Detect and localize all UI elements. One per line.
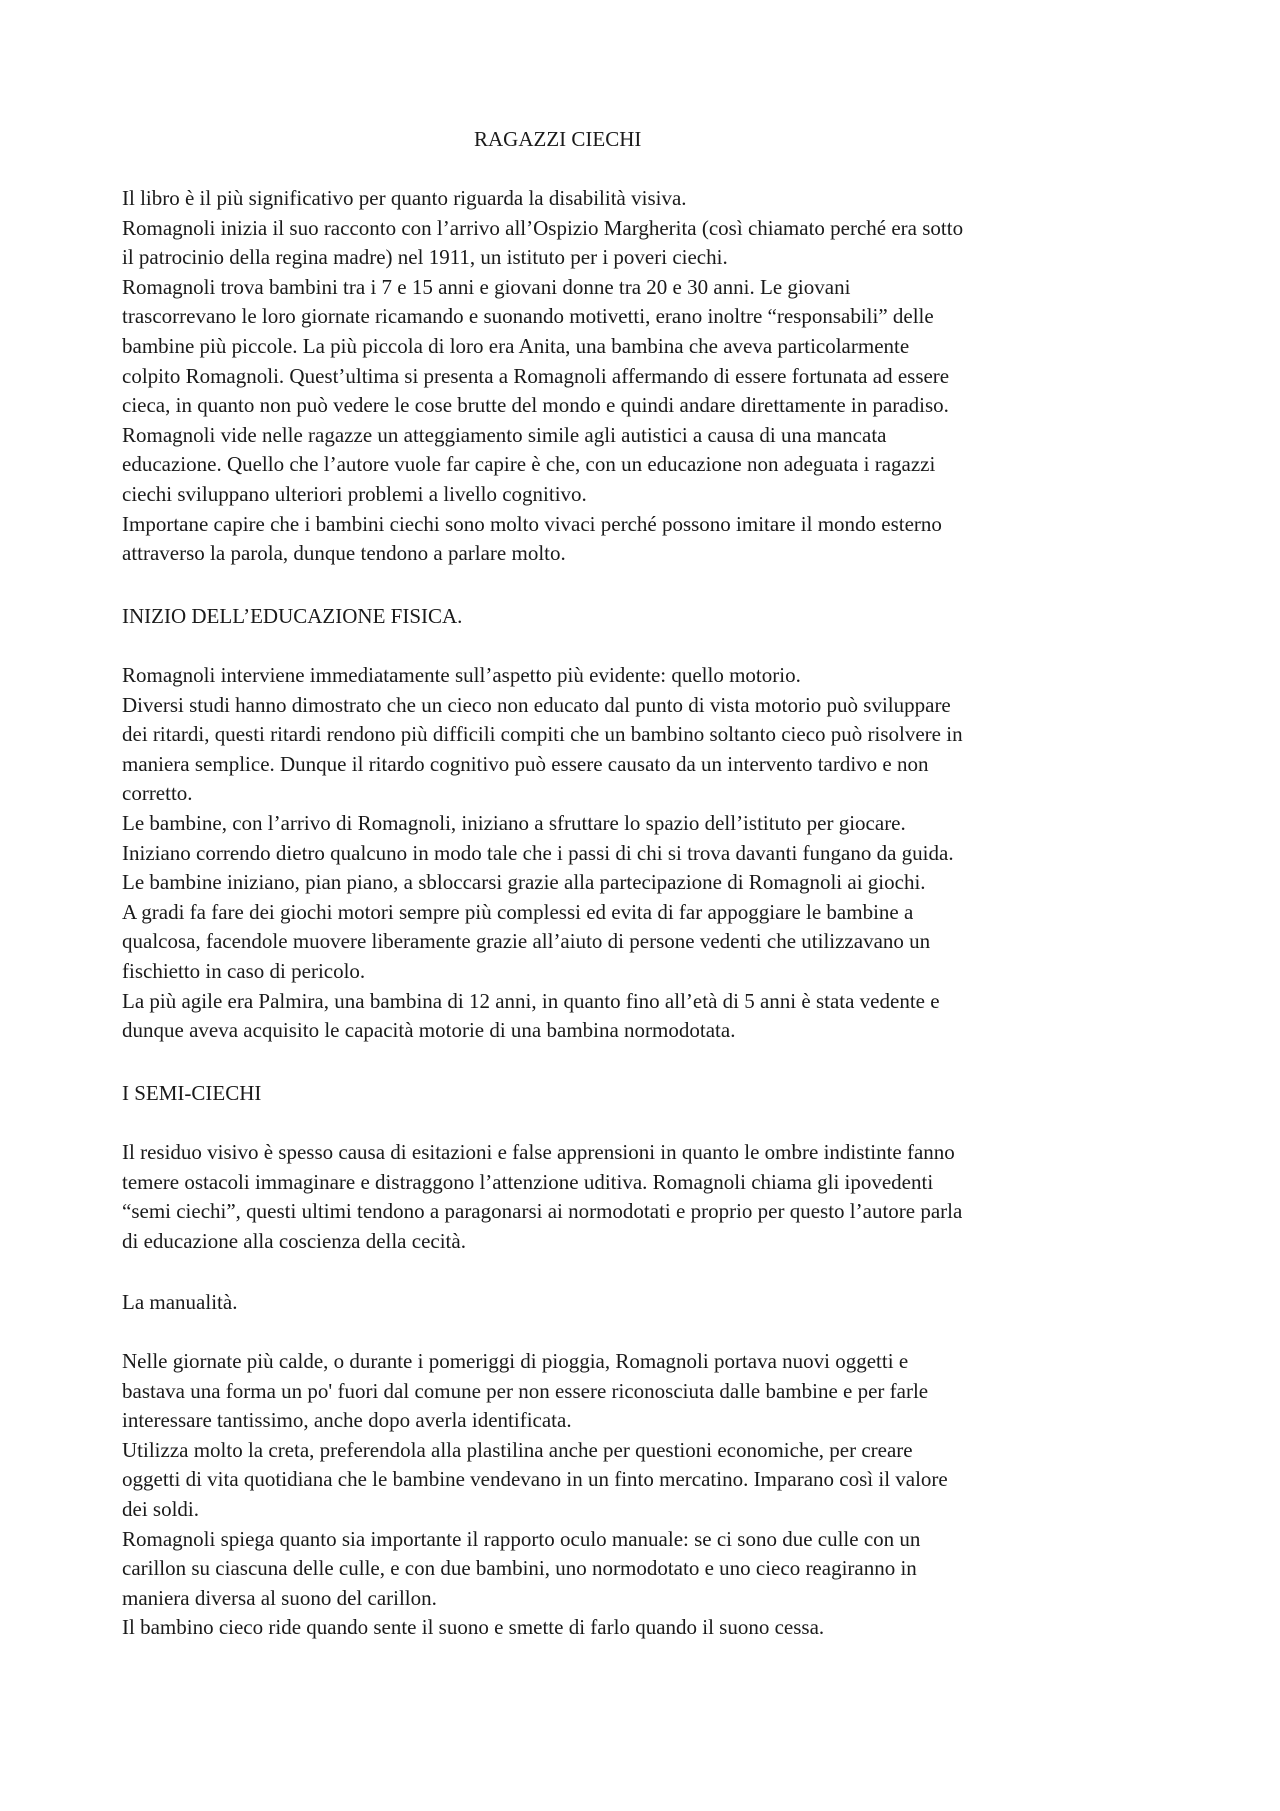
text-line: Romagnoli interviene immediatamente sull’aspetto più evidente: quello motorio. [122,663,801,687]
text-line: Le bambine, con l’arrivo di Romagnoli, iniziano a sfruttare lo spazio dell’istituto per giocare. [122,810,906,835]
section-heading-manualita: La manualità. [122,1290,238,1314]
text-line: Romagnoli trova bambini tra i 7 e 15 anni e giovani donne tra 20 e 30 anni. Le giovani [122,274,851,299]
text-line: A gradi fa fare dei giochi motori sempre più complessi ed evita di far appoggiare le bambine a [122,899,914,924]
text-line: attraverso la parola, dunque tendono a parlare molto. [122,541,566,566]
text-line: Importane capire che i bambini ciechi sono molto vivaci perché possono imitare il mondo esterno [122,511,942,536]
text-line: interessare tantissimo, anche dopo averla identificata. [122,1408,572,1433]
text-line: educazione. Quello che l’autore vuole far capire è che, con un educazione non adeguata i ragazzi [122,452,936,477]
text-line: Il libro è il più significativo per quanto riguarda la disabilità visiva. [122,186,687,210]
text-line: di educazione alla coscienza della cecità. [122,1228,466,1253]
text-line: temere ostacoli immaginare e distraggono l’attenzione uditiva. Romagnoli chiama gli ipovedenti [122,1169,934,1194]
text-line: dunque aveva acquisito le capacità motorie di una bambina normodotata. [122,1018,736,1043]
text-line: La più agile era Palmira, una bambina di 12 anni, in quanto fino all’età di 5 anni è stata vedente e [122,988,940,1013]
text-line: Utilizza molto la creta, preferendola alla plastilina anche per questioni economiche, per creare [122,1437,913,1462]
text-line: Il bambino cieco ride quando sente il suono e smette di farlo quando il suono cessa. [122,1615,825,1640]
section-heading-semi-ciechi: I SEMI-CIECHI [122,1081,262,1105]
text-line: il patrocinio della regina madre) nel 1911, un istituto per i poveri ciechi. [122,245,728,270]
text-line: Nelle giornate più calde, o durante i pomeriggi di pioggia, Romagnoli portava nuovi oggetti e [122,1349,909,1373]
text-line: Iniziano correndo dietro qualcuno in modo tale che i passi di chi si trova davanti fungano da guida. [122,840,954,865]
text-line: Le bambine iniziano, pian piano, a sbloccarsi grazie alla partecipazione di Romagnoli ai giochi. [122,870,926,895]
text-line: maniera semplice. Dunque il ritardo cognitivo può essere causato da un intervento tardivo e non [122,751,929,776]
text-line: trascorrevano le loro giornate ricamando e suonando motivetti, erano inoltre “responsabili” delle [122,304,934,329]
text-line: bastava una forma un po' fuori dal comune per non essere riconosciuta dalle bambine e per farle [122,1378,929,1403]
text-line: oggetti di vita quotidiana che le bambine vendevano in un finto mercatino. Imparano così il valore [122,1467,948,1492]
text-line: dei ritardi, questi ritardi rendono più difficili compiti che un bambino soltanto cieco può risolvere in [122,722,963,747]
section-semi-ciechi-body [122,1138,1162,1256]
text-line: ciechi sviluppano ulteriori problemi a livello cognitivo. [122,481,587,506]
text-line: dei soldi. [122,1496,199,1521]
section-manualita-body [122,1347,1162,1643]
text-line: Romagnoli inizia il suo racconto con l’arrivo all’Ospizio Margherita (così chiamato perché era sotto [122,215,964,240]
text-line: Diversi studi hanno dimostrato che un cieco non educato dal punto di vista motorio può sviluppare [122,692,951,717]
text-line: colpito Romagnoli. Quest’ultima si presenta a Romagnoli affermando di essere fortunata ad essere [122,363,950,388]
section-educazione-fisica-body [122,661,1162,1046]
text-line: “semi ciechi”, questi ultimi tendono a paragonarsi ai normodotati e proprio per questo l’autore parla [122,1199,963,1224]
text-line: Romagnoli vide nelle ragazze un atteggiamento simile agli autistici a causa di una mancata [122,422,887,447]
text-line: cieca, in quanto non può vedere le cose brutte del mondo e quindi andare direttamente in paradiso. [122,393,949,418]
section-heading-educazione-fisica: INIZIO DELL’EDUCAZIONE FISICA. [122,604,463,628]
text-line: qualcosa, facendole muovere liberamente grazie all’aiuto di persone vedenti che utilizzavano un [122,929,931,954]
intro-paragraph [122,184,1162,569]
page-title: RAGAZZI CIECHI [474,127,642,151]
text-line: Romagnoli spiega quanto sia importante il rapporto oculo manuale: se ci sono due culle con un [122,1526,921,1551]
text-line: maniera diversa al suono del carillon. [122,1585,437,1610]
text-line: fischietto in caso di pericolo. [122,958,366,983]
text-line: bambine più piccole. La più piccola di loro era Anita, una bambina che aveva particolarmente [122,333,910,358]
text-line: carillon su ciascuna delle culle, e con due bambini, uno normodotato e uno cieco reagiranno in [122,1556,917,1581]
text-line: corretto. [122,781,193,806]
text-line: Il residuo visivo è spesso causa di esitazioni e false apprensioni in quanto le ombre indistinte fanno [122,1140,955,1164]
